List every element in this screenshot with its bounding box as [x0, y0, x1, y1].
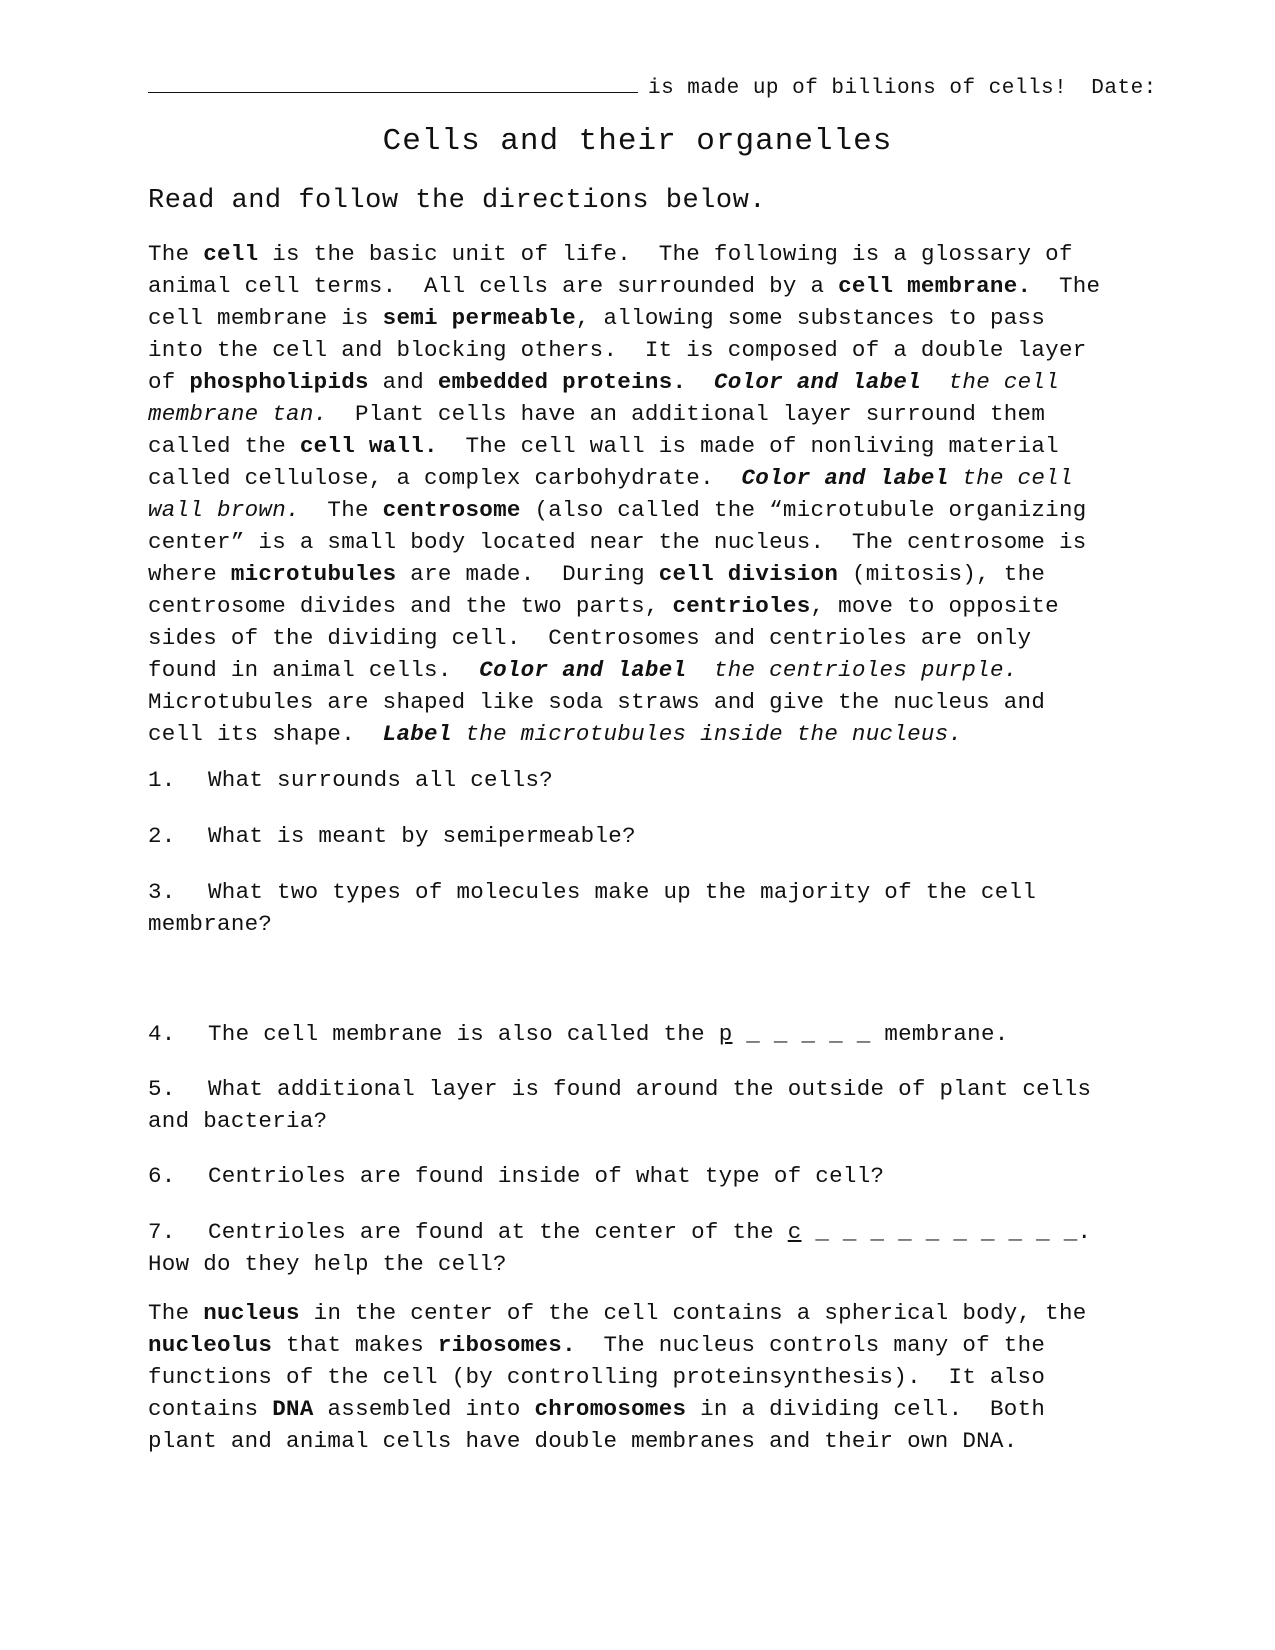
question-3: 3. What two types of molecules make up the majority of the cell membrane? — [148, 879, 1037, 937]
question-2: 2. What is meant by semipermeable? — [148, 823, 636, 849]
question-6: 6. Centrioles are found inside of what type of cell? — [148, 1163, 885, 1189]
name-line-header — [148, 72, 1188, 100]
question-4: 4. The cell membrane is also called the p _ _ _ _ _ membrane. — [148, 1021, 1009, 1047]
question-1: 1. What surrounds all cells? — [148, 767, 554, 793]
header-text: is made up of billions of cells! — [648, 77, 1068, 100]
nucleus-paragraph: The nucleus in the center of the cell contains a spherical body, the nucleolus that makes ribosomes. The nucleus controls many of the functions of the cell (by controlling proteinsynthesis). It also contains DNA assembled into chromosomes in a dividing cell. Both plant and animal cells have double membranes and their own DNA. — [148, 1300, 1087, 1454]
glossary-paragraph: The cell is the basic unit of life. The following is a glossary of animal cell terms. All cells are surrounded by a cell membrane. The cell membrane is semi permeable, allowing some substances to pass into the cell and blocking others. It is composed of a double layer of phospholipids and embedded proteins. Color and label the cell membrane tan. Plant cells have an additional layer surround them called the cell wall. The cell wall is made of nonliving material called cellulose, a complex carbohydrate. Color and label the cell wall brown. The centrosome (also called the “microtubule organizing center” is a small body located near the nucleus. The centrosome is where microtubules are made. During cell division (mitosis), the centrosome divides and the two parts, centrioles, move to opposite sides of the dividing cell. Centrosomes and centrioles are only found in animal cells. Color and label the centrioles purple. Microtubules are shaped like soda straws and give the nucleus and cell its shape. Label the microtubules inside the nucleus. — [148, 241, 1101, 747]
question-5: 5. What additional layer is found around the outside of plant cells and bacteria? — [148, 1076, 1092, 1134]
date-label: Date: — [1091, 77, 1157, 100]
name-blank — [148, 72, 638, 93]
page-title: Cells and their organelles — [382, 124, 893, 159]
question-7: 7. Centrioles are found at the center of the c _ _ _ _ _ _ _ _ _ _. How do they help the cell? — [148, 1219, 1092, 1277]
directions: Read and follow the directions below. — [148, 186, 766, 216]
